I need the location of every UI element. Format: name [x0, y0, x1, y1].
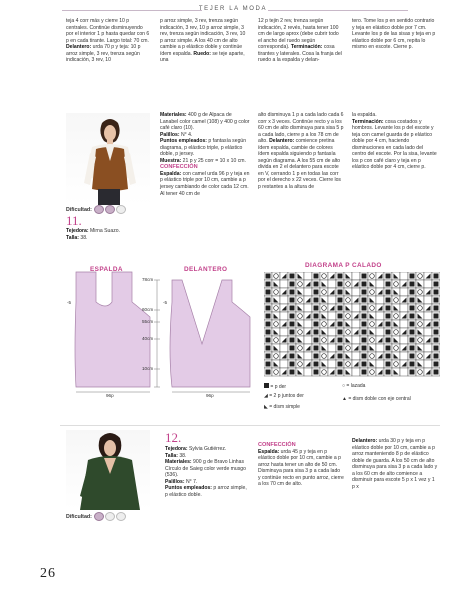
knit-stitch-mark — [434, 306, 439, 311]
chart-cell — [272, 288, 280, 296]
knit-stitch-mark — [314, 322, 319, 327]
knit-stitch-mark — [266, 274, 271, 279]
knit-stitch-mark — [266, 314, 271, 319]
chart-cell — [376, 296, 384, 304]
knit-stitch-mark — [434, 370, 439, 375]
knit-stitch-mark — [362, 330, 367, 335]
chart-cell — [296, 328, 304, 336]
knit-stitch-mark — [338, 306, 343, 311]
knit-stitch-mark — [410, 306, 415, 311]
chart-cell — [368, 352, 376, 360]
left-slant-icon: ◢ — [264, 393, 268, 399]
dim-55cm: 55cm — [142, 319, 154, 324]
knit-stitch-mark — [314, 298, 319, 303]
lace-grid — [264, 272, 440, 378]
chart-cell — [400, 272, 408, 280]
chart-cell — [368, 336, 376, 344]
chart-cell — [416, 352, 424, 360]
right-slant-icon: ◣ — [264, 404, 268, 410]
lace-stitch-chart — [264, 272, 440, 378]
knit-stitch-mark — [290, 338, 295, 343]
chart-cell — [416, 320, 424, 328]
knit-stitch-mark — [266, 298, 271, 303]
knit-stitch-mark — [290, 330, 295, 335]
chart-cell — [328, 360, 336, 368]
chart-cell — [296, 280, 304, 288]
model-11-column-3: alto disminuya 1 p a cada lado cada 6 corr x 3 veces. Continúe recto y a los 60 cm de alto disminuya para sisa 5 p a cada lado, cierre p a los 78 cm de alto. Delantero: comience pretina ídem espalda, cambie de colores ídem espalda siguiendo p fantasía según diagrama. A los 55 cm de alto divida en 2 el delantero para escote en V, cerrando 1 p en todas las corr por el derecho x 22 veces. Cierre los p restantes a la altura de — [258, 112, 344, 191]
knit-stitch-mark — [362, 322, 367, 327]
chart-cell — [368, 272, 376, 280]
chart-cell — [296, 296, 304, 304]
knit-stitch-mark — [338, 298, 343, 303]
side-dec-left: -5 — [67, 300, 72, 305]
chart-cell — [424, 344, 432, 352]
legend-per: = p der — [264, 383, 286, 390]
knit-stitch-mark — [266, 338, 271, 343]
schematic-drawing — [60, 262, 255, 402]
knit-stitch-mark — [266, 330, 271, 335]
knit-stitch-mark — [386, 370, 391, 375]
chart-cell — [376, 360, 384, 368]
page-header — [0, 0, 466, 16]
chart-cell — [416, 288, 424, 296]
model-12-column-2: Tejedora: Sylvia Gutiérrez. Talla: 38. Materiales: 900 g de Bravo Linhas Círculo de Saieg color verde musgo (536). Palillos: N° 7. Puntos empleados: p arroz simple, p elástico doble. — [165, 446, 247, 498]
knit-stitch-mark — [362, 306, 367, 311]
knit-stitch-mark — [314, 338, 319, 343]
knit-stitch-mark — [266, 346, 271, 351]
chart-cell — [368, 288, 376, 296]
chart-cell — [424, 312, 432, 320]
knit-stitch-mark — [338, 354, 343, 359]
chart-cell — [272, 368, 280, 376]
difficulty-skein-icon — [94, 205, 104, 214]
dim-40cm: 40cm — [142, 336, 154, 341]
knit-stitch-mark — [314, 282, 319, 287]
knit-stitch-mark — [362, 370, 367, 375]
knit-stitch-mark — [362, 298, 367, 303]
knit-stitch-mark — [266, 354, 271, 359]
knit-stitch-mark — [362, 338, 367, 343]
knit-stitch-mark — [314, 274, 319, 279]
top-column-2: p arroz simple, 3 rev, trenza según indicación, 3 rev, 10 p arroz simple, 3 rev, trenza según indicación, 3 rev, 10 p arroz simple. A los 40 cm de alto cambie a p elástico doble y continúe ídem espalda. Ruedo: se teje aparte, una — [160, 18, 246, 64]
model-12-photo — [66, 430, 150, 510]
model-11-column-2: Materiales: 400 g de Alpaca de Lanabel color camel (108) y 400 g color café claro (10). Palillos: N° 4. Puntos empleados: p fantasía según diagrama, p elástico triple, p elástico doble, p jersey. Muestra: 21 p y 25 corr = 10 x 10 cm. CONFECCIÓN Espalda: con camel urda 96 p y teja en p elástico triple por 10 cm, cambie a p jersey cambiando de color cada 12 cm. Al tener 40 cm de — [160, 112, 250, 197]
knit-stitch-mark — [338, 290, 343, 295]
knit-stitch-mark — [266, 362, 271, 367]
chart-cell — [416, 368, 424, 376]
central-decrease-icon: ▲ — [342, 396, 347, 402]
knit-stitch-mark — [338, 282, 343, 287]
chart-cell — [368, 320, 376, 328]
chart-cell — [272, 336, 280, 344]
knit-stitch-mark — [410, 370, 415, 375]
chart-cell — [352, 352, 360, 360]
legend-two-tog: ◢ = 2 p juntos der — [264, 393, 304, 399]
chart-cell — [328, 280, 336, 288]
knit-stitch-mark — [338, 274, 343, 279]
knit-stitch-mark — [362, 346, 367, 351]
chart-cell — [416, 272, 424, 280]
top-column-1: teja 4 corr más y cierre 10 p centrales. Continúe disminuyendo por el interior 1 p hasta quedar con 6 p en cada tirante. Largo total: 70 cm. Delantero: urda 70 p y teja: 10 p arroz simple, 3 rev, trenza según indicación, 3 rev, 10 — [66, 18, 150, 64]
chart-cell — [400, 352, 408, 360]
knit-stitch-mark — [386, 274, 391, 279]
width-espalda: 96p — [106, 393, 114, 398]
confeccion-heading: CONFECCIÓN — [258, 442, 296, 448]
chart-cell — [400, 288, 408, 296]
knit-stitch-mark — [338, 330, 343, 335]
chart-cell — [352, 272, 360, 280]
chart-cell — [320, 272, 328, 280]
knit-stitch-mark — [362, 362, 367, 367]
knit-stitch-mark — [410, 322, 415, 327]
knit-stitch-mark — [362, 274, 367, 279]
chart-cell — [320, 320, 328, 328]
chart-cell — [272, 304, 280, 312]
chart-cell — [296, 312, 304, 320]
knit-stitch-mark — [362, 290, 367, 295]
chart-cell — [280, 328, 288, 336]
chart-cell — [320, 368, 328, 376]
chart-cell — [392, 360, 400, 368]
knit-stitch-mark — [386, 330, 391, 335]
chart-cell — [304, 368, 312, 376]
chart-cell — [376, 344, 384, 352]
knit-stitch-mark — [338, 370, 343, 375]
chart-cell — [344, 280, 352, 288]
chart-cell — [392, 280, 400, 288]
chart-cell — [344, 344, 352, 352]
chart-cell — [280, 344, 288, 352]
model-11-column-4: la espalda. Terminación: cosa costados y hombros. Levante los p del escote y teja con camel guarda de p elástico doble por 4 cm, haciendo disminuciones en cada lado del centro del escote. Por la sisa, levante los p con café claro y teja en p elástico doble por 4 cm, cierre p. — [352, 112, 437, 171]
knit-stitch-mark — [434, 274, 439, 279]
chart-cell — [304, 304, 312, 312]
chart-cell — [272, 272, 280, 280]
knit-stitch-mark — [386, 346, 391, 351]
knit-stitch-mark — [386, 338, 391, 343]
knit-stitch-mark — [338, 322, 343, 327]
knit-stitch-mark — [290, 282, 295, 287]
chart-cell — [352, 368, 360, 376]
chart-cell — [296, 360, 304, 368]
label: Ruedo: — [193, 50, 211, 57]
knit-stitch-mark — [314, 354, 319, 359]
chart-cell — [272, 320, 280, 328]
garment-schematic — [60, 262, 255, 402]
knit-stitch-mark — [266, 290, 271, 295]
knit-stitch-mark — [314, 362, 319, 367]
chart-cell — [424, 280, 432, 288]
difficulty-skein-icon — [105, 205, 115, 214]
chart-cell — [392, 344, 400, 352]
chart-cell — [424, 360, 432, 368]
knit-stitch-mark — [266, 306, 271, 311]
knit-stitch-mark — [314, 290, 319, 295]
knit-stitch-mark — [362, 354, 367, 359]
chart-cell — [368, 368, 376, 376]
knit-stitch-mark — [290, 290, 295, 295]
knit-stitch-mark — [290, 322, 295, 327]
espalda-label: ESPALDA — [90, 266, 123, 273]
chart-cell — [320, 304, 328, 312]
dim-10cm: 10cm — [142, 366, 154, 371]
model-11-difficulty: Dificultad: — [66, 205, 160, 214]
knit-stitch-mark — [410, 362, 415, 367]
model-12-column-4: Delantero: urda 30 p y teja en p elástico doble por 10 cm, cambie a p arroz manteniendo 8 p de elástico doble de guarda. A los 50 cm de alto disminuya para sisa 3 p a cada lado y a los 60 cm de alto comience a disminuir para escote 5 p x 1 vez y 1 p x — [352, 438, 438, 490]
knit-stitch-mark — [410, 298, 415, 303]
knit-stitch-mark — [410, 338, 415, 343]
knit-stitch-mark — [386, 298, 391, 303]
chart-cell — [344, 296, 352, 304]
legend-lazada: ○ = lazada — [342, 383, 366, 389]
chart-cell — [400, 336, 408, 344]
chart-cell — [416, 304, 424, 312]
chart-cell — [392, 328, 400, 336]
page-number: 26 — [40, 566, 56, 581]
knit-stitch-mark — [386, 322, 391, 327]
knit-stitch-mark — [410, 314, 415, 319]
knit-stitch-mark — [410, 346, 415, 351]
knit-stitch-mark — [434, 330, 439, 335]
knit-stitch-mark — [434, 282, 439, 287]
chart-cell — [344, 360, 352, 368]
chart-cell — [352, 320, 360, 328]
chart-cell — [400, 304, 408, 312]
knit-stitch-mark — [434, 290, 439, 295]
square-icon — [264, 383, 269, 388]
model-12-column-3: CONFECCIÓN Espalda: urda 45 p y teja en p elástico doble por 10 cm, cambie a p arroz hasta tener un alto de 50 cm. Disminuya para sisa 3 p a cada lado y continúe recto en punto arroz, cierre a los 70 cm de alto. — [258, 442, 344, 488]
knit-stitch-mark — [434, 314, 439, 319]
top-column-4: tero. Tome los p en sentido contrario y teja en elástico doble por 7 cm. Levante los p de las sisas y teja en p elástico doble por 6 cm, repita lo mismo en escote. Cierre p. — [352, 18, 436, 51]
chart-cell — [392, 312, 400, 320]
knit-stitch-mark — [386, 306, 391, 311]
model-12-difficulty: Dificultad: — [66, 512, 160, 521]
chart-cell — [304, 272, 312, 280]
circle-icon: ○ — [342, 383, 346, 389]
knit-stitch-mark — [314, 346, 319, 351]
chart-cell — [352, 336, 360, 344]
chart-cell — [376, 280, 384, 288]
chart-cell — [328, 328, 336, 336]
model-12-number: 12. — [165, 430, 182, 445]
knit-stitch-mark — [386, 362, 391, 367]
chart-cell — [352, 304, 360, 312]
knit-stitch-mark — [338, 346, 343, 351]
chart-cell — [368, 304, 376, 312]
chart-cell — [328, 344, 336, 352]
chart-cell — [280, 280, 288, 288]
label: Terminación: — [290, 44, 323, 51]
chart-cell — [416, 336, 424, 344]
knit-stitch-mark — [314, 314, 319, 319]
knit-stitch-mark — [434, 354, 439, 359]
chart-cell — [400, 320, 408, 328]
chart-cell — [376, 328, 384, 336]
knit-stitch-mark — [434, 346, 439, 351]
knit-stitch-mark — [362, 282, 367, 287]
chart-cell — [304, 336, 312, 344]
knit-stitch-mark — [410, 330, 415, 335]
dim-78cm: 78cm — [142, 277, 154, 282]
chart-cell — [280, 296, 288, 304]
chart-cell — [328, 296, 336, 304]
knit-stitch-mark — [290, 354, 295, 359]
difficulty-skein-icon — [94, 512, 104, 521]
knit-stitch-mark — [290, 298, 295, 303]
knit-stitch-mark — [314, 306, 319, 311]
knit-stitch-mark — [386, 290, 391, 295]
knit-stitch-mark — [290, 346, 295, 351]
chart-cell — [400, 368, 408, 376]
chart-cell — [272, 352, 280, 360]
knit-stitch-mark — [434, 298, 439, 303]
knit-stitch-mark — [266, 370, 271, 375]
difficulty-skein-icon — [116, 205, 126, 214]
knit-stitch-mark — [410, 354, 415, 359]
knit-stitch-mark — [290, 274, 295, 279]
knit-stitch-mark — [290, 314, 295, 319]
knit-stitch-mark — [314, 370, 319, 375]
knit-stitch-mark — [290, 362, 295, 367]
chart-cell — [280, 312, 288, 320]
knit-stitch-mark — [410, 282, 415, 287]
chart-cell — [424, 328, 432, 336]
knit-stitch-mark — [266, 322, 271, 327]
chart-cell — [352, 288, 360, 296]
chart-cell — [424, 296, 432, 304]
knit-stitch-mark — [410, 274, 415, 279]
knit-stitch-mark — [338, 314, 343, 319]
knit-stitch-mark — [314, 330, 319, 335]
knit-stitch-mark — [266, 282, 271, 287]
confeccion-heading: CONFECCIÓN — [160, 164, 198, 171]
chart-cell — [376, 312, 384, 320]
knit-stitch-mark — [434, 338, 439, 343]
chart-cell — [296, 344, 304, 352]
chart-cell — [304, 352, 312, 360]
knit-stitch-mark — [338, 362, 343, 367]
knit-stitch-mark — [290, 306, 295, 311]
chart-cell — [344, 328, 352, 336]
chart-cell — [320, 288, 328, 296]
diagram-title: DIAGRAMA P CALADO — [305, 262, 382, 269]
legend-central: ▲ = dism doble con eje central — [342, 396, 411, 402]
model-11-credits: Tejedora: Mirna Suazo. Talla: 38. — [66, 228, 120, 241]
header-title: TEJER LA MODA — [198, 6, 268, 12]
side-dec-right: -5 — [163, 300, 168, 305]
width-delantero: 96p — [206, 393, 214, 398]
knit-stitch-mark — [386, 282, 391, 287]
legend-dism: ◣ = dism simple — [264, 404, 300, 410]
label: Delantero: — [66, 44, 92, 51]
top-column-3: 12 p tejin 2 rev, trenza según indicación, 2 revés, hasta tener 100 cm de largo aprox (debe cubrir todo el ancho del ruedo según corresponda). Terminación: cosa tirantes y laterales. Cosa la franja del ruedo a la espalda y delan- — [258, 18, 342, 64]
model-11-photo — [66, 113, 150, 205]
chart-cell — [304, 288, 312, 296]
knit-stitch-mark — [362, 314, 367, 319]
knit-stitch-mark — [386, 314, 391, 319]
chart-cell — [328, 312, 336, 320]
knit-stitch-mark — [434, 322, 439, 327]
woman-coat-illustration — [66, 430, 150, 510]
chart-cell — [280, 360, 288, 368]
dim-60cm: 60cm — [142, 307, 154, 312]
chart-cell — [320, 336, 328, 344]
woman-vest-illustration — [66, 113, 150, 205]
chart-cell — [320, 352, 328, 360]
knit-stitch-mark — [338, 338, 343, 343]
delantero-label: DELANTERO — [184, 266, 228, 273]
knit-stitch-mark — [434, 362, 439, 367]
chart-cell — [304, 320, 312, 328]
chart-cell — [392, 296, 400, 304]
model-11-number: 11. — [66, 213, 82, 228]
knit-stitch-mark — [290, 370, 295, 375]
difficulty-skein-icon — [116, 512, 126, 521]
knit-stitch-mark — [386, 354, 391, 359]
section-divider — [60, 425, 440, 426]
chart-cell — [344, 312, 352, 320]
knit-stitch-mark — [410, 290, 415, 295]
difficulty-skein-icon — [105, 512, 115, 521]
